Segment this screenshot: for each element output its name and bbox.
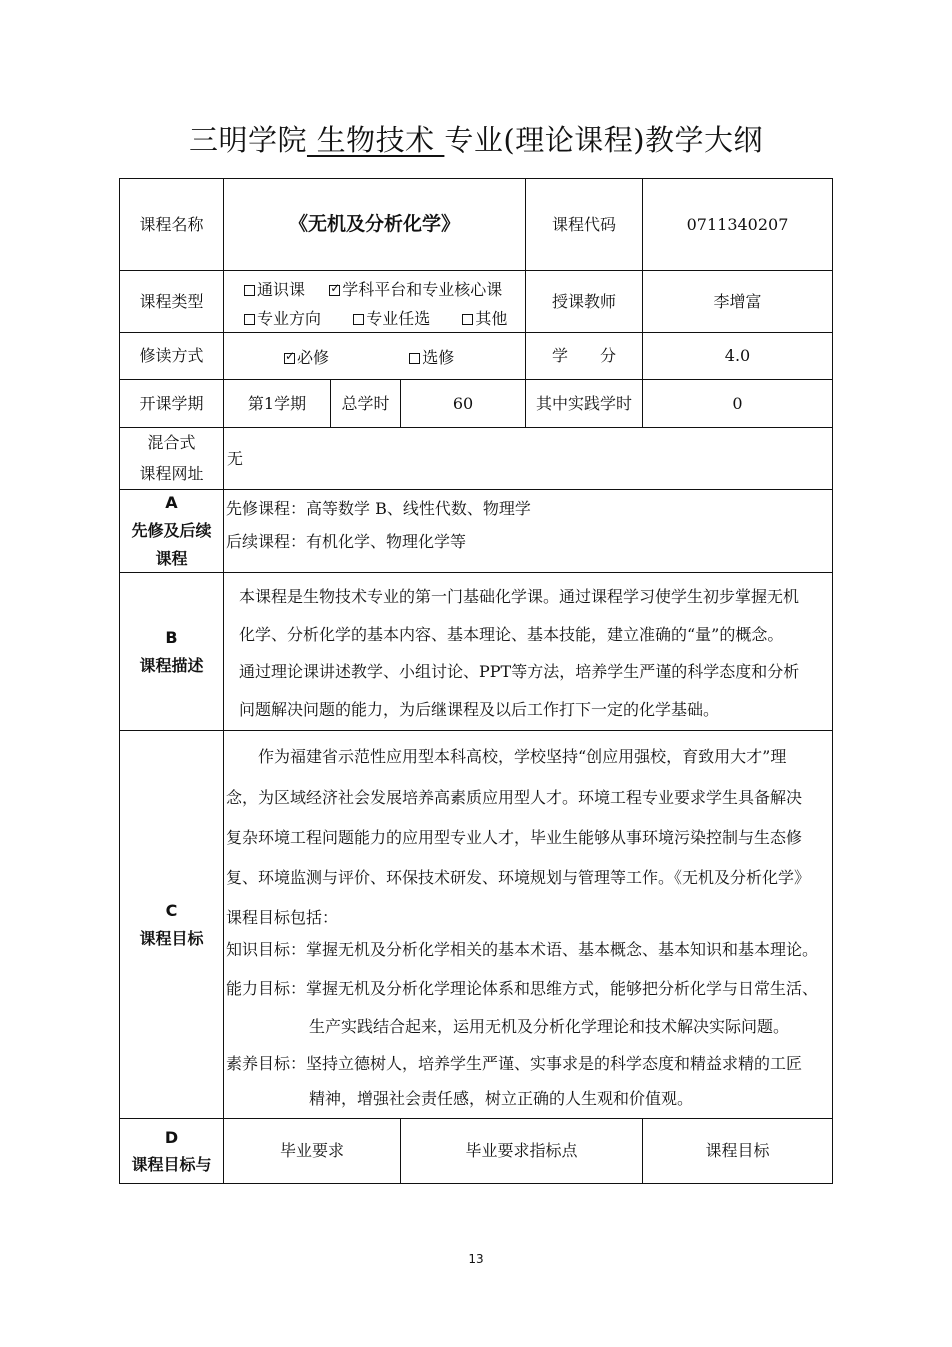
checkbox-unchecked-icon[interactable] [244, 314, 255, 325]
knowledge-objective: 知识目标：掌握无机及分析化学相关的基本术语、基本概念、基本知识和基本理论。 [226, 940, 819, 959]
mode-option-optional: 选修 [422, 348, 455, 367]
checkbox-unchecked-icon[interactable] [244, 285, 255, 296]
type-option-direction: 专业方向 [257, 309, 322, 328]
course-name-value: 《无机及分析化学》 [223, 178, 526, 271]
course-code-value: 0711340207 [642, 178, 833, 271]
section-c-label: C 课程目标 [119, 730, 224, 1119]
term-value: 第1学期 [223, 379, 331, 428]
section-b-label: B 课程描述 [119, 572, 224, 731]
teacher-value: 李增富 [642, 270, 833, 333]
objective-line: 念，为区域经济社会发展培养高素质应用型人才。环境工程专业要求学生具备解决 [226, 788, 803, 807]
term-label: 开课学期 [119, 379, 224, 428]
description-line: 本课程是生物技术专业的第一门基础化学课。通过课程学习使学生初步掌握无机 [239, 587, 800, 606]
objective-line: 复、环境监测与评价、环保技术研发、环境规划与管理等工作。《无机及分析化学》 [226, 868, 811, 887]
teacher-label: 授课教师 [525, 270, 643, 333]
total-hours-label: 总学时 [330, 379, 401, 428]
page-title [0, 118, 952, 159]
course-type-options [223, 270, 526, 333]
study-mode-options [223, 332, 526, 380]
checkbox-unchecked-icon[interactable] [353, 314, 364, 325]
quality-objective: 素养目标：坚持立德树人，培养学生严谨、实事求是的科学态度和精益求精的工匠 [226, 1054, 803, 1073]
description-line: 化学、分析化学的基本内容、基本理论、基本技能，建立准确的“量”的概念。 [239, 625, 784, 644]
ability-objective: 能力目标：掌握无机及分析化学理论体系和思维方式，能够把分析化学与日常生活、 [226, 979, 819, 998]
description-line: 通过理论课讲述教学、小组讨论、PPT等方法，培养学生严谨的科学态度和分析 [239, 662, 800, 681]
course-url-value: 无 [223, 427, 833, 490]
total-hours-value: 60 [400, 379, 526, 428]
page-number: 13 [468, 1252, 484, 1266]
graduation-requirement-header: 毕业要求 [223, 1118, 401, 1184]
checkbox-checked-icon[interactable] [329, 285, 340, 296]
study-mode-label: 修读方式 [119, 332, 224, 380]
section-c-content [223, 730, 833, 1119]
practice-hours-label: 其中实践学时 [525, 379, 643, 428]
title-prefix: 三明学院 [188, 123, 307, 157]
title-suffix: 专业(理论课程)教学大纲 [444, 123, 764, 157]
prerequisite-courses: 先修课程：高等数学 B、线性代数、物理学 [226, 499, 531, 518]
quality-objective-cont: 精神，增强社会责任感，树立正确的人生观和价值观。 [309, 1089, 694, 1108]
practice-hours-value: 0 [642, 379, 833, 428]
objective-line: 课程目标包括： [226, 908, 339, 927]
ability-objective-cont: 生产实践结合起来，运用无机及分析化学理论和技术解决实际问题。 [309, 1017, 790, 1036]
type-option-general: 通识课 [257, 280, 306, 299]
type-option-elective: 专业任选 [366, 309, 431, 328]
credit-label: 学 分 [525, 332, 643, 380]
checkbox-unchecked-icon[interactable] [462, 314, 473, 325]
objective-line: 复杂环境工程问题能力的应用型专业人才，毕业生能够从事环境污染控制与生态修 [226, 828, 803, 847]
credit-value: 4.0 [642, 332, 833, 380]
section-d-label: D 课程目标与 [119, 1118, 224, 1184]
course-type-label: 课程类型 [119, 270, 224, 333]
section-a-label: A 先修及后续 课程 [119, 489, 224, 573]
course-code-label: 课程代码 [525, 178, 643, 271]
objective-line: 作为福建省示范性应用型本科高校，学校坚持“创应用强校，育致用大才”理 [258, 747, 787, 766]
checkbox-unchecked-icon[interactable] [409, 353, 420, 364]
checkbox-checked-icon[interactable] [284, 353, 295, 364]
subsequent-courses: 后续课程：有机化学、物理化学等 [226, 532, 467, 551]
course-url-label: 混合式 课程网址 [119, 427, 224, 490]
type-option-other: 其他 [475, 309, 508, 328]
requirement-indicator-header: 毕业要求指标点 [400, 1118, 643, 1184]
section-a-content [223, 489, 833, 573]
type-option-core: 学科平台和专业核心课 [342, 280, 503, 299]
section-b-content [223, 572, 833, 731]
title-major: 生物技术 [306, 123, 445, 157]
course-name-label: 课程名称 [119, 178, 224, 271]
course-objective-header: 课程目标 [642, 1118, 833, 1184]
mode-option-required: 必修 [297, 348, 330, 367]
description-line: 问题解决问题的能力，为后继课程及以后工作打下一定的化学基础。 [239, 700, 720, 719]
